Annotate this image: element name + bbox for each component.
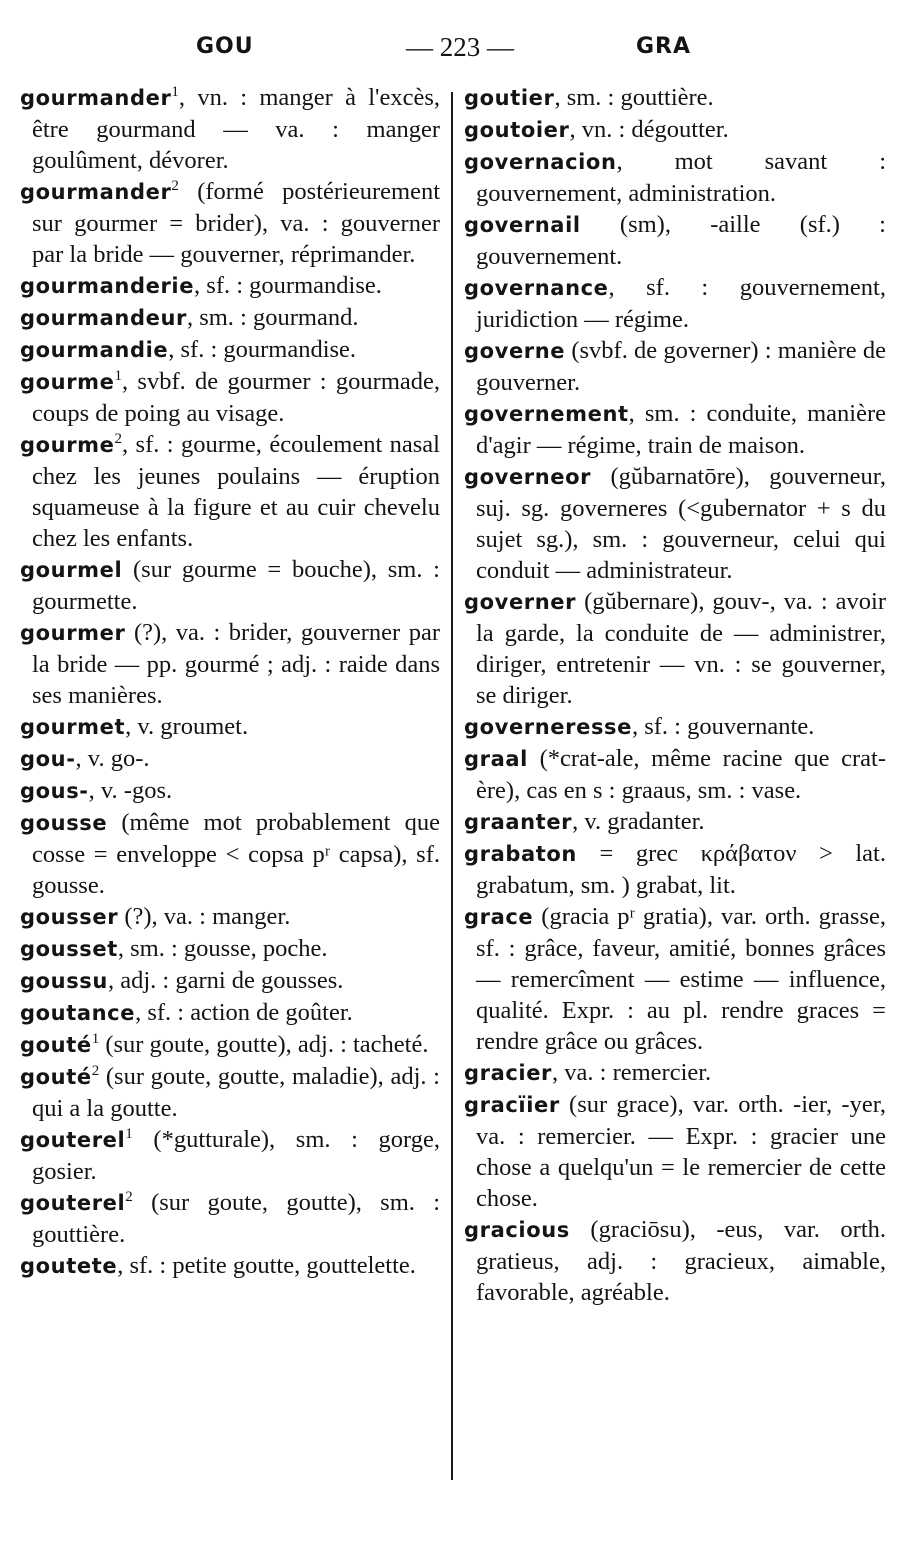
dictionary-entry [20,1029,440,1061]
definition: (?), va. : manger. [118,903,291,930]
homonym-number: 1 [114,367,122,384]
running-head-left: GOU [196,34,254,59]
headword: governe [464,339,566,363]
definition: (gŭbarnatōre), gouverneur, suj. sg. governeres (<gubernator + s du sujet sg.), sm. : gouverneur, celui qui conduit — administrateur. [476,463,886,584]
headword: gracier [464,1061,553,1085]
dictionary-entry [20,334,440,366]
dictionary-entry [20,933,440,965]
homonym-number: 1 [91,1030,100,1047]
dictionary-entry [464,398,886,461]
headword: gourmandie [20,338,169,362]
definition: (*gutturale), sm. : gorge, gosier. [32,1126,440,1185]
dictionary-entry [20,1061,440,1124]
dictionary-entry [20,901,440,933]
definition: (*crat-ale, même racine que crat-ère), cas en s : graaus, sm. : vase. [476,745,886,804]
definition: , vn. : dégoutter. [569,116,729,143]
headword: goutance [20,1001,136,1025]
definition: , vn. : manger à l'excès, être gourmand — va. : manger goulûment, dévorer. [32,84,440,174]
dictionary-entry [464,1057,886,1089]
dictionary-entry [20,775,440,807]
definition: (même mot probablement que cosse = enveloppe < copsa pʳ capsa), sf. gousse. [32,809,440,899]
dictionary-entry [464,461,886,586]
headword: gourmander [20,180,172,204]
headword: gourmanderie [20,274,195,298]
definition: (sur grace), var. orth. -ier, -yer, va. : remercier. — Expr. : gracier une chose a quelqu'un = le remercier de cette chose. [476,1091,886,1212]
headword: gouté [20,1033,92,1057]
definition: (svbf. de governer) : manière de gouverner. [476,337,886,396]
definition: , v. gradanter. [572,808,705,835]
right-column [464,82,886,1308]
headword: governeresse [464,715,632,739]
dictionary-entry [464,586,886,711]
headword: gouté [20,1065,92,1089]
definition: , v. go-. [75,745,150,772]
definition: (sur goute, goutte), adj. : tacheté. [99,1031,429,1058]
definition: , svbf. de gourmer : gourmade, coups de poing au visage. [32,368,440,427]
running-head-right: GRA [636,34,692,59]
headword: grace [464,905,534,929]
column-divider [451,92,453,1480]
homonym-number: 1 [171,83,179,100]
dictionary-entry [464,901,886,1057]
homonym-number: 1 [125,1125,133,1142]
definition: (gracia pʳ gratia), var. orth. grasse, sf. : grâce, faveur, amitié, bonnes grâces — remercîment — estime — influence, qualité. Expr. : au pl. rendre graces = rendre grâce ou grâces. [476,903,886,1055]
definition: (sur goute, goutte), sm. : gouttière. [32,1189,440,1248]
headword: governeor [464,465,592,489]
headword: gouterel [20,1128,126,1152]
dictionary-entry [20,807,440,901]
definition: , sm. : gousse, poche. [117,935,328,962]
dictionary-entry [464,146,886,209]
headword: gourmer [20,621,126,645]
headword: goutoier [464,118,570,142]
definition: , v. groumet. [125,713,249,740]
page-number: — 223 — [406,32,514,62]
dictionary-entry [20,429,440,554]
dictionary-entry [20,82,440,176]
definition: , adj. : garni de gousses. [107,967,344,994]
headword: gourmet [20,715,126,739]
headword: gousse [20,811,108,835]
definition: , mot savant : gouvernement, administration. [476,148,886,207]
definition: , va. : remercier. [552,1059,712,1086]
definition: , sf. : action de goûter. [135,999,353,1026]
headword: gousset [20,937,118,961]
homonym-number: 2 [171,177,179,194]
headword: graanter [464,810,573,834]
headword: gourmander [20,86,172,110]
dictionary-entry [464,711,886,743]
definition: (sur goute, goutte, maladie), adj. : qui a la goutte. [32,1063,440,1122]
headword: gou- [20,747,76,771]
definition: (sur gourme = bouche), sm. : gourmette. [32,556,440,615]
definition: , sf. : gouvernement, juridiction — régime. [476,274,886,333]
definition: (sm), -aille (sf.) : gouvernement. [476,211,886,270]
headword: goussu [20,969,108,993]
definition: (formé postérieurement sur gourmer = brider), va. : gouverner par la bride — gouverner, réprimander. [32,178,440,268]
headword: gous- [20,779,89,803]
dictionary-entry [20,965,440,997]
headword: gourme [20,433,115,457]
left-column [20,82,440,1282]
homonym-number: 2 [114,430,122,447]
definition: , sm. : gourmand. [186,304,359,331]
headword: gracïier [464,1093,560,1117]
definition: , sm. : gouttière. [554,84,714,111]
headword: goutier [464,86,555,110]
dictionary-entry [464,209,886,272]
dictionary-entry [20,743,440,775]
definition: , v. -gos. [88,777,173,804]
definition: (gŭbernare), gouv-, va. : avoir la garde, la conduite de — administrer, diriger, entretenir — vn. : se gouverner, se diriger. [476,588,886,709]
dictionary-entry [20,302,440,334]
dictionary-entry [464,335,886,398]
dictionary-entry [20,270,440,302]
headword: governer [464,590,577,614]
headword: gouterel [20,1191,126,1215]
dictionary-entry [464,82,886,114]
definition: , sf. : gourmandise. [168,336,357,363]
dictionary-entry [20,554,440,617]
dictionary-entry [20,1187,440,1250]
definition: (graciōsu), -eus, var. orth. gratieus, adj. : gracieux, aimable, favorable, agréable. [476,1216,886,1306]
headword: governement [464,402,629,426]
definition: (?), va. : brider, gouverner par la bride — pp. gourmé ; adj. : raide dans ses manières. [32,619,440,709]
dictionary-entry [20,617,440,711]
headword: governance [464,276,609,300]
dictionary-entry [20,711,440,743]
headword: gourmel [20,558,123,582]
headword: graal [464,747,528,771]
definition: , sf. : gourme, écoulement nasal chez les jeunes poulains — éruption squameuse à la figure et au cuir chevelu chez les enfants. [32,431,440,552]
headword: grabaton [464,842,577,866]
definition: = grec κράβατον > lat. grabatum, sm. ) grabat, lit. [476,840,886,899]
dictionary-entry [20,366,440,429]
headword: gousser [20,905,119,929]
dictionary-entry [20,176,440,270]
dictionary-entry [464,272,886,335]
dictionary-entry [464,806,886,838]
homonym-number: 2 [91,1062,100,1079]
headword: gracious [464,1218,570,1242]
definition: , sf. : petite goutte, gouttelette. [117,1252,416,1279]
dictionary-entry [20,997,440,1029]
definition: , sf. : gourmandise. [194,272,382,299]
dictionary-entry [20,1124,440,1187]
definition: , sm. : conduite, manière d'agir — régime, train de maison. [476,400,886,459]
dictionary-entry [464,743,886,806]
dictionary-entry [464,1214,886,1308]
headword: goutete [20,1254,118,1278]
headword: gourmandeur [20,306,187,330]
headword: gourme [20,370,115,394]
homonym-number: 2 [125,1188,133,1205]
dictionary-entry [20,1250,440,1282]
headword: governacion [464,150,617,174]
dictionary-entry [464,1089,886,1214]
headword: governail [464,213,581,237]
definition: , sf. : gouvernante. [631,713,815,740]
dictionary-entry [464,838,886,901]
dictionary-entry [464,114,886,146]
